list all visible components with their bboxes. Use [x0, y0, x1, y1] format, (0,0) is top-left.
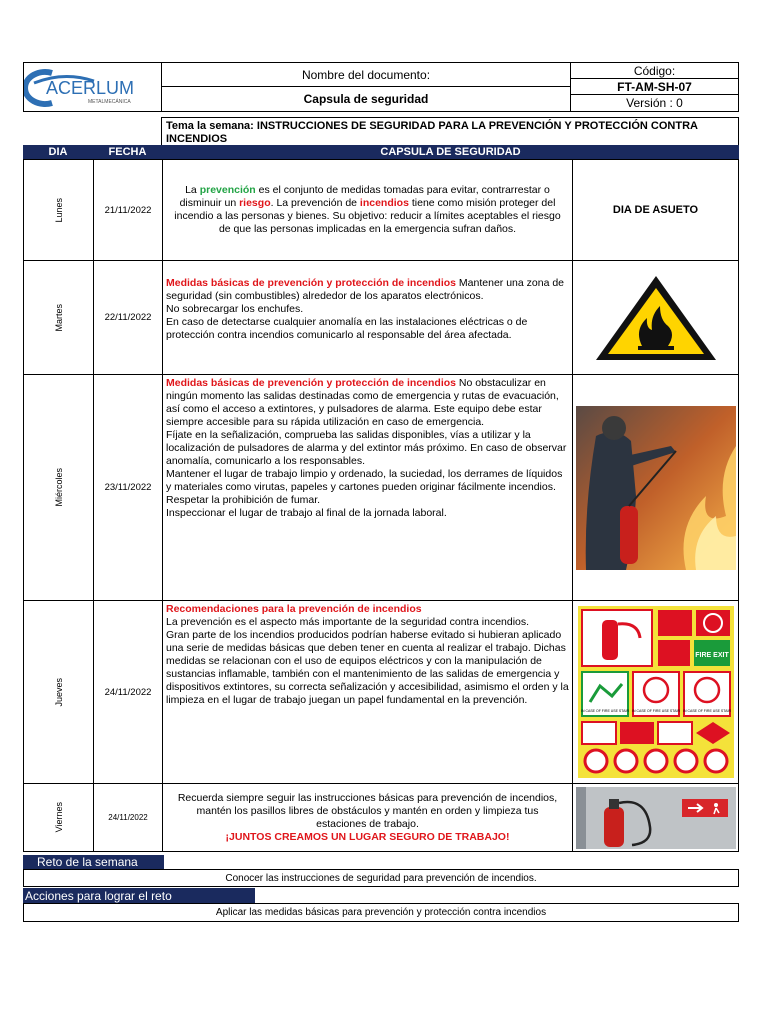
- image-cell: [572, 783, 739, 852]
- flammable-warning-icon: [592, 272, 720, 364]
- date-cell: 21/11/2022: [93, 159, 163, 261]
- section-title: Medidas básicas de prevención y protección de incendios: [166, 277, 457, 289]
- day-label: Lunes: [53, 197, 64, 223]
- logo-cell: [23, 62, 162, 112]
- bullet-text: Inspeccionar el lugar de trabajo al final de la jornada laboral.: [166, 507, 447, 519]
- capsule-text: [162, 600, 573, 784]
- text-part: es el conjunto de medidas tomadas para evitar, contrarrestar o disminuir un: [179, 184, 550, 209]
- bullet-text: Respetar la prohibición de fumar.: [166, 494, 321, 506]
- keyword-incendios: incendios: [359, 197, 409, 209]
- topic-title: Tema la semana: INSTRUCCIONES DE SEGURIDAD PARA LA PREVENCIÓN Y PROTECCIÓN CONTRA INCENDIOS: [161, 117, 739, 147]
- slogan: ¡JUNTOS CREAMOS UN LUGAR SEGURO DE TRABAJO!: [225, 830, 510, 843]
- capsule-text: [162, 159, 573, 261]
- col-header-fecha: FECHA: [93, 145, 162, 159]
- capsule-text: [162, 374, 573, 601]
- date-cell: 23/11/2022: [93, 374, 163, 601]
- logo-text: ACERLUM: [46, 78, 135, 98]
- paragraph: Gran parte de los incendios producidos podrían haberse evitado si hubieran aplicado una serie de medidas básicas que deben tener en cuenta al realizar el trabajo. Dichas medidas se relacionan con el uso de equipos eléctricos y con la manipulación de sustancias inflamable, también con el mantenimiento de las salidas de emergencia y dispositivos extintores, su correcta señalización y accesibilidad, asimismo el orden y la limpieza en el lugar de trabajo juegan un papel fundamental en la prevención.: [166, 629, 569, 706]
- stair-sign-text: IN CASE OF FIRE USE STAIR: [580, 709, 629, 713]
- text-part: . La prevención de: [270, 197, 360, 209]
- day-cell: [23, 374, 94, 601]
- keyword-riesgo: riesgo: [239, 197, 271, 209]
- day-label: Martes: [53, 303, 64, 332]
- acerlum-logo: [24, 63, 160, 111]
- capsule-text: [162, 260, 573, 375]
- text-part: Mantener una zona de seguridad (sin combustibles) alrededor de los aparatos electrónicos.: [166, 277, 565, 302]
- side-cell: DIA DE ASUETO: [572, 159, 739, 261]
- bullet-text: No sobrecargar los enchufes.: [166, 303, 304, 315]
- text-part: tiene como misión proteger del incendio a las personas y bienes. Su objetivo: reducir a límites aceptables el riesgo de que las personas implicadas en la emergencia sufran daños.: [174, 197, 561, 235]
- section-title: Medidas básicas de prevención y protección de incendios: [166, 377, 457, 389]
- stair-sign-text: IN CASE OF FIRE USE STAIR: [631, 709, 680, 713]
- code-label: Código:: [570, 62, 739, 79]
- day-cell: [23, 600, 94, 784]
- bullet-text: En caso de detectarse cualquier anomalía en las instalaciones eléctricas o de protección contra incendios comunicarlo al responsable del área afectada.: [166, 316, 528, 341]
- image-cell: [572, 600, 739, 784]
- bullet-text: Fíjate en la señalización, comprueba las salidas disponibles, vías a utilizar y la localización de pulsadores de alarma y del extintor más próximo. En caso de observar anomalía, comunicarlo a los responsables.: [166, 429, 567, 467]
- section-title: Recomendaciones para la prevención de incendios: [166, 603, 422, 615]
- col-header-dia: DIA: [23, 145, 93, 159]
- keyword-prevencion: prevención: [199, 184, 256, 196]
- date-cell: 24/11/2022: [93, 600, 163, 784]
- text-part: No obstaculizar en ningún momento las salidas destinadas como de emergencia y rutas de evacuación, así como el acceso a extintores, y pulsadores de alarma. Este equipo debe estar siempre accesible para su rápida utilización en caso de emergencia.: [166, 377, 559, 428]
- reto-label: Reto de la semana: [23, 855, 164, 870]
- fire-extinguisher-photo: [576, 406, 736, 570]
- acciones-label: Acciones para lograr el reto: [23, 888, 255, 904]
- code-value: FT-AM-SH-07: [570, 78, 739, 95]
- acciones-value: Aplicar las medidas básicas para prevención y protección contra incendios: [23, 903, 739, 922]
- day-label: Viernes: [53, 802, 64, 833]
- fire-safety-signs-icon: [578, 606, 734, 778]
- date-cell: 22/11/2022: [93, 260, 163, 375]
- col-header-capsula: CAPSULA DE SEGURIDAD: [162, 145, 739, 159]
- paragraph: La prevención es el aspecto más importante de la seguridad contra incendios.: [166, 616, 530, 628]
- image-cell: [572, 260, 739, 375]
- stair-sign-text: IN CASE OF FIRE USE STAIR: [682, 709, 731, 713]
- version: Versión : 0: [570, 94, 739, 112]
- extinguisher-wall-photo: [576, 787, 736, 849]
- fire-exit-sign-text: FIRE EXIT: [694, 652, 729, 659]
- text-part: La: [185, 184, 200, 196]
- day-cell: [23, 159, 94, 261]
- image-cell: [572, 374, 739, 601]
- date-cell: 24/11/2022: [93, 783, 163, 852]
- doc-name-value: Capsula de seguridad: [161, 86, 571, 112]
- logo-subtext: METALMECÁNICA: [88, 99, 131, 105]
- day-label: Miércoles: [53, 468, 64, 507]
- capsule-text: [162, 783, 573, 852]
- day-cell: [23, 783, 94, 852]
- day-label: Jueves: [53, 677, 64, 707]
- reto-value: Conocer las instrucciones de seguridad para prevención de incendios.: [23, 869, 739, 887]
- doc-name-label: Nombre del documento:: [161, 62, 571, 87]
- paragraph: Recuerda siempre seguir las instrucciones básicas para prevención de incendios, mantén los pasillos libres de obstáculos y mantén en orden y limpieza tus estaciones de trabajo.: [177, 791, 558, 830]
- day-cell: [23, 260, 94, 375]
- bullet-text: Mantener el lugar de trabajo limpio y ordenado, la suciedad, los derrames de líquidos y materiales como virutas, papeles y cartones pueden originar fácilmente incendios.: [166, 468, 563, 493]
